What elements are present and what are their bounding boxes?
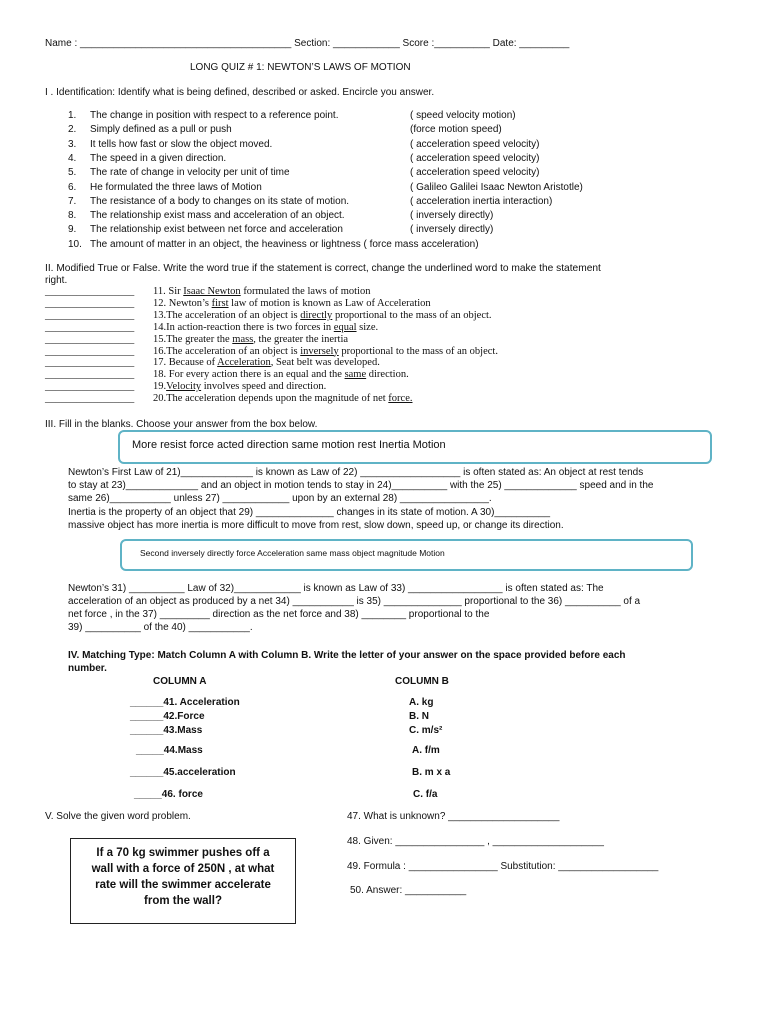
paragraph-line: acceleration of an object as produced by a net 34) ___________ is 35) ______________ proportional to the 36) __________ of a	[68, 596, 641, 607]
word-box-1-text: More resist force acted direction same motion rest Inertia Motion	[132, 439, 446, 451]
underlined-word: Isaac Newton	[183, 286, 241, 297]
word-box-2	[120, 539, 693, 571]
item-number: 5.	[68, 167, 77, 179]
item-number: 1.	[68, 110, 77, 121]
part3-instruction: III. Fill in the blanks. Choose your answer from the box below.	[45, 419, 318, 430]
part4-instruction: IV. Matching Type: Match Column A with Column B. Write the letter of your answer on the space provided before each	[68, 650, 626, 661]
statement: 12. Newton’s first law of motion is known as Law of Acceleration	[153, 297, 431, 309]
column-b-item: A. kg	[409, 697, 434, 708]
underlined-word: same	[344, 369, 367, 381]
word-box-2-text: Second inversely directly force Acceleration same mass object magnitude Motion	[140, 548, 445, 558]
underlined-word: first	[211, 297, 229, 309]
underlined-word: directly	[300, 309, 333, 321]
problem-line: If a 70 kg swimmer pushes off a	[96, 847, 270, 859]
item-question: The amount of matter in an object, the heaviness or lightness ( force mass acceleration)	[90, 238, 479, 250]
item-choices: ( speed velocity motion)	[410, 110, 516, 121]
item-question: The relationship exist between net force and acceleration	[90, 224, 343, 236]
paragraph-line: Newton’s First Law of 21)_____________ is known as Law of 22) __________________ is often stated as: An object at rest tends	[68, 467, 644, 478]
column-a-header: COLUMN A	[153, 676, 207, 687]
column-a-item: ______43.Mass	[130, 725, 203, 736]
underlined-word: mass	[232, 333, 254, 345]
answer-blank: _________________	[45, 321, 135, 333]
question-48: 48. Given: ________________ , ____________________	[347, 836, 604, 847]
item-choices: ( acceleration speed velocity)	[410, 152, 540, 164]
paragraph-line: net force , in the 37) _________ direction as the net force and 38) ________ proportional to the	[68, 609, 490, 620]
problem-line: wall with a force of 250N , at what	[91, 863, 275, 875]
item-question: He formulated the three laws of Motion	[90, 181, 262, 193]
column-b-item: A. f/m	[412, 745, 440, 756]
underlined-word: force.	[388, 393, 413, 405]
column-a-item: ______41. Acceleration	[130, 697, 240, 708]
quiz-title: LONG QUIZ # 1: NEWTON’S LAWS OF MOTION	[190, 62, 411, 73]
header-line: Name : ______________________________________ Section: ____________ Score :__________ Date: _________	[45, 38, 570, 49]
underlined-word: inversely	[300, 345, 339, 357]
question-47: 47. What is unknown? ____________________	[347, 811, 560, 822]
paragraph-line: Newton’s 31) __________ Law of 32)____________ is known as Law of 33) _________________ is often stated as: The	[68, 583, 604, 594]
item-choices: ( inversely directly)	[410, 210, 494, 222]
column-b-item: C. m/s²	[409, 725, 443, 736]
statement: 15.The greater the mass, the greater the inertia	[153, 333, 349, 345]
answer-blank: _________________	[45, 369, 135, 381]
statement: 20.The acceleration depends upon the magnitude of net force.	[153, 393, 413, 405]
paragraph-line: same 26)___________ unless 27) ____________ upon by an external 28) ________________.	[68, 493, 492, 504]
column-b-item: C. f/a	[413, 789, 438, 800]
word-box-1	[118, 430, 712, 464]
answer-blank: _________________	[45, 357, 135, 369]
statement: 18. For every action there is an equal and the same direction.	[153, 369, 409, 381]
item-number: 8.	[68, 210, 77, 222]
item-question: The resistance of a body to changes on its state of motion.	[90, 195, 350, 207]
item-choices: ( acceleration speed velocity)	[410, 167, 540, 179]
item-choices: ( inversely directly)	[410, 224, 494, 236]
word-problem-text	[71, 845, 295, 909]
word-problem-box	[70, 838, 296, 924]
paragraph-line: massive object has more inertia is more difficult to move from rest, slow down, speed up, or change its direction.	[68, 520, 564, 531]
column-b-item: B. m x a	[412, 767, 451, 778]
column-b-item: B. N	[409, 711, 429, 722]
item-question: The rate of change in velocity per unit of time	[90, 167, 290, 179]
item-question: It tells how fast or slow the object moved.	[90, 138, 273, 150]
question-49: 49. Formula : ________________ Substitution: __________________	[347, 861, 659, 872]
item-number: 10.	[68, 238, 82, 250]
underlined-word: equal	[333, 321, 357, 333]
paragraph-line: to stay at 23)_____________ and an object in motion tends to stay in 24)__________ with the 25) _____________ speed and in the	[68, 480, 654, 491]
answer-blank: _________________	[45, 309, 135, 321]
statement: 19.Velocity involves speed and direction.	[153, 381, 327, 393]
item-choices: ( acceleration inertia interaction)	[410, 195, 553, 207]
item-choices: ( Galileo Galilei Isaac Newton Aristotle)	[410, 181, 583, 193]
paragraph-line: Inertia is the property of an object that 29) ______________ changes in its state of motion. A 30)__________	[68, 507, 551, 518]
item-question: The change in position with respect to a reference point.	[90, 110, 339, 121]
paragraph-line: 39) __________ of the 40) ___________.	[68, 622, 253, 633]
item-question: Simply defined as a pull or push	[90, 124, 232, 136]
answer-blank: _________________	[45, 297, 135, 309]
item-question: The relationship exist mass and acceleration of an object.	[90, 210, 345, 222]
item-number: 9.	[68, 224, 77, 236]
answer-blank: _________________	[45, 393, 135, 405]
answer-blank: _________________	[45, 381, 135, 393]
part5-instruction: V. Solve the given word problem.	[45, 811, 191, 822]
item-number: 4.	[68, 152, 77, 164]
column-a-item: _____44.Mass	[136, 745, 203, 756]
answer-blank: _________________	[45, 333, 135, 345]
underlined-word: Acceleration	[217, 357, 271, 369]
part2-instruction-cont: right.	[45, 275, 68, 286]
column-b-header: COLUMN B	[395, 676, 449, 687]
underlined-word: Velocity	[166, 381, 202, 393]
statement: 14.In action-reaction there is two forces in equal size.	[153, 321, 379, 333]
question-50: 50. Answer: ___________	[350, 885, 467, 896]
column-a-item: ______42.Force	[130, 711, 205, 722]
part1-instruction: I . Identification: Identify what is being defined, described or asked. Encircle you answer.	[45, 87, 435, 98]
column-a-item: ______45.acceleration	[130, 767, 236, 778]
answer-blank: _________________	[45, 345, 135, 357]
answer-blank: _________________	[45, 286, 135, 297]
statement: 13.The acceleration of an object is directly proportional to the mass of an object.	[153, 309, 492, 321]
statement: 16.The acceleration of an object is inversely proportional to the mass of an object.	[153, 345, 498, 357]
item-number: 7.	[68, 195, 77, 207]
item-question: The speed in a given direction.	[90, 152, 227, 164]
problem-line: from the wall?	[144, 895, 222, 907]
column-a-item: _____46. force	[134, 789, 203, 800]
problem-line: rate will the swimmer accelerate	[95, 879, 271, 891]
statement: 11. Sir Isaac Newton formulated the laws of motion	[153, 286, 371, 297]
part2-instruction: II. Modified True or False. Write the word true if the statement is correct, change the underlined word to make the statement	[45, 263, 601, 274]
item-choices: (force motion speed)	[410, 124, 502, 136]
item-number: 6.	[68, 181, 77, 193]
item-choices: ( acceleration speed velocity)	[410, 138, 540, 150]
part4-instruction-cont: number.	[68, 663, 107, 674]
statement: 17. Because of Acceleration, Seat belt was developed.	[153, 357, 380, 369]
item-number: 2.	[68, 124, 77, 136]
item-number: 3.	[68, 138, 77, 150]
